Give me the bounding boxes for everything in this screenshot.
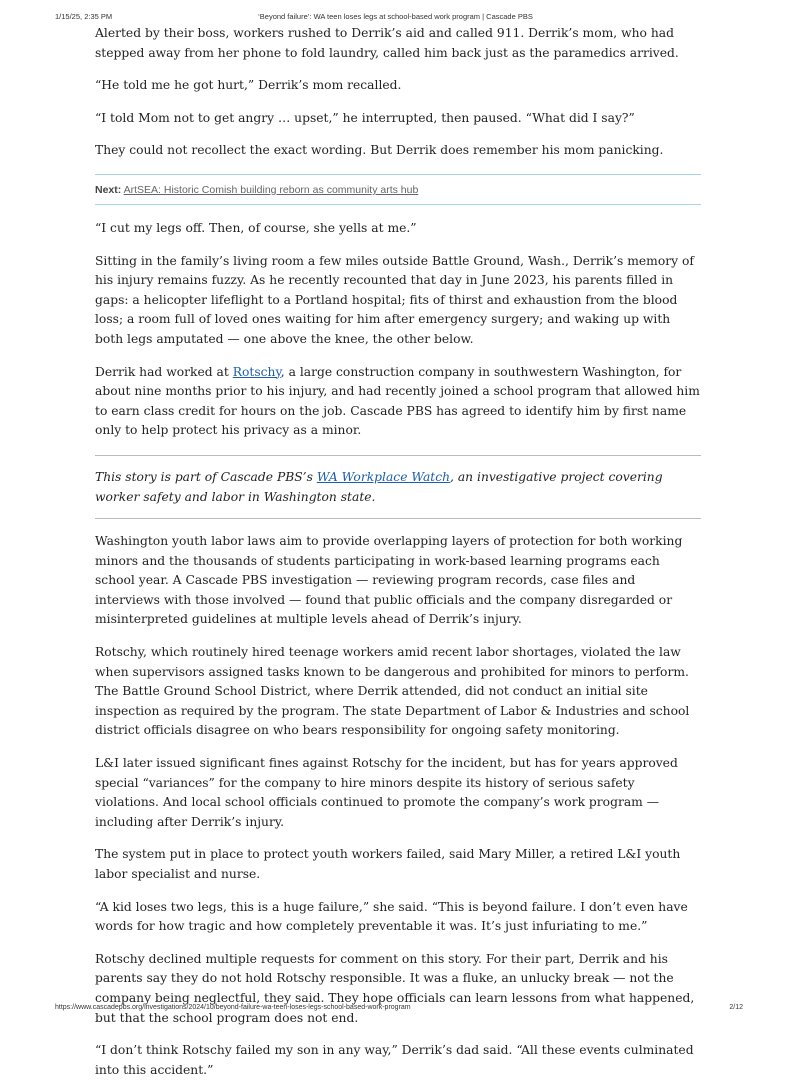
- text-span: Derrik had worked at: [95, 364, 233, 379]
- next-label: Next:: [95, 183, 122, 196]
- next-article-block: [95, 174, 701, 205]
- print-header: [0, 12, 791, 24]
- paragraph: L&I later issued significant fines against Rotschy for the incident, but has for years approved special “variances” for the company to hire minors despite its history of serious safety violations. And local school officials continued to promote the company’s work program — including after Derrik’s injury.: [95, 756, 678, 829]
- rotschy-link[interactable]: Rotschy: [232, 364, 281, 379]
- paragraph: “I told Mom not to get angry … upset,” he interrupted, then paused. “What did I say?”: [95, 110, 635, 125]
- paragraph: Rotschy declined multiple requests for comment on this story. For their part, Derrik and his parents say they do not hold Rotschy responsible. It was a fluke, an unlucky break — not the company being neglectful, they said. They hope officials can learn lessons from what happened, but that the school program does not end.: [95, 951, 695, 1025]
- next-article-link[interactable]: ArtSEA: Historic Comish building reborn as community arts hub: [123, 183, 419, 196]
- paragraph: The system put in place to protect youth workers failed, said Mary Miller, a retired L&I youth labor specialist and nurse.: [95, 847, 681, 881]
- article-body: [95, 24, 701, 1080]
- paragraph: Washington youth labor laws aim to provide overlapping layers of protection for both working minors and the thousands of students participating in work-based learning programs each school year. A Cascade PBS investigation — reviewing program records, case files and interviews with those involved — found that public officials and the company disregarded or misinterpreted guidelines at multiple levels ahead of Derrik’s injury.: [95, 534, 683, 627]
- series-callout: [95, 455, 701, 519]
- print-datetime: 1/15/25, 2:35 PM: [55, 12, 113, 21]
- paragraph: They could not recollect the exact wording. But Derrik does remember his mom panicking.: [95, 143, 664, 158]
- paragraph: Sitting in the family’s living room a few miles outside Battle Ground, Wash., Derrik’s memory of his injury remains fuzzy. As he recently recounted that day in June 2023, his parents filled in gaps: a helicopter lifeflight to a Portland hospital; fits of thirst and exhaustion from the blood loss; a room full of loved ones waiting for him after emergency surgery; and waking up with both legs amputated — one above the knee, the other below.: [95, 253, 694, 346]
- print-url: https://www.cascadepbs.org/investigations/2024/10/beyond-failure-wa-teen-loses-legs-school-based-work-program: [55, 1004, 411, 1011]
- paragraph: “I cut my legs off. Then, of course, she yells at me.”: [95, 220, 417, 235]
- callout-text: [95, 468, 701, 507]
- paragraph: “A kid loses two legs, this is a huge failure,” she said. “This is beyond failure. I don’t even have words for how tragic and how completely preventable it was. It’s just infuriating to me.”: [95, 899, 688, 934]
- paragraph: Alerted by their boss, workers rushed to Derrik’s aid and called 911. Derrik’s mom, who had stepped away from her phone to fold laundry, called him back just as the paramedics arrived.: [95, 26, 679, 60]
- text-span: , a large construction company in southwestern Washington, for about nine months prior to his injury, and had recently joined a school program that allowed him to earn class credit for hours on the job. Cascade PBS has agreed to identify him by first name only to help protect his privacy as a minor.: [95, 364, 700, 438]
- wa-workplace-watch-link[interactable]: WA Workplace Watch: [316, 469, 451, 484]
- text-span: , an investigative project covering worker safety and labor in Washington state.: [95, 469, 663, 504]
- paragraph-rotschy: [95, 363, 701, 441]
- paragraph: “He told me he got hurt,” Derrik’s mom recalled.: [95, 78, 402, 93]
- text-span: This story is part of Cascade PBS’s: [95, 469, 317, 484]
- page-number: 2/12: [729, 1004, 743, 1011]
- paragraph: Rotschy, which routinely hired teenage workers amid recent labor shortages, violated the law when supervisors assigned tasks known to be dangerous and prohibited for minors to perform. The Battle Ground School District, where Derrik attended, did not conduct an initial site inspection as required by the program. The state Department of Labor & Industries and school district officials disagree on who bears responsibility for ongoing safety monitoring.: [95, 645, 690, 738]
- paragraph: “I don’t think Rotschy failed my son in any way,” Derrik’s dad said. “All these events culminated into this accident.”: [95, 1043, 694, 1077]
- print-page-title: ‘Beyond failure’: WA teen loses legs at school-based work program | Cascade PBS: [258, 12, 533, 21]
